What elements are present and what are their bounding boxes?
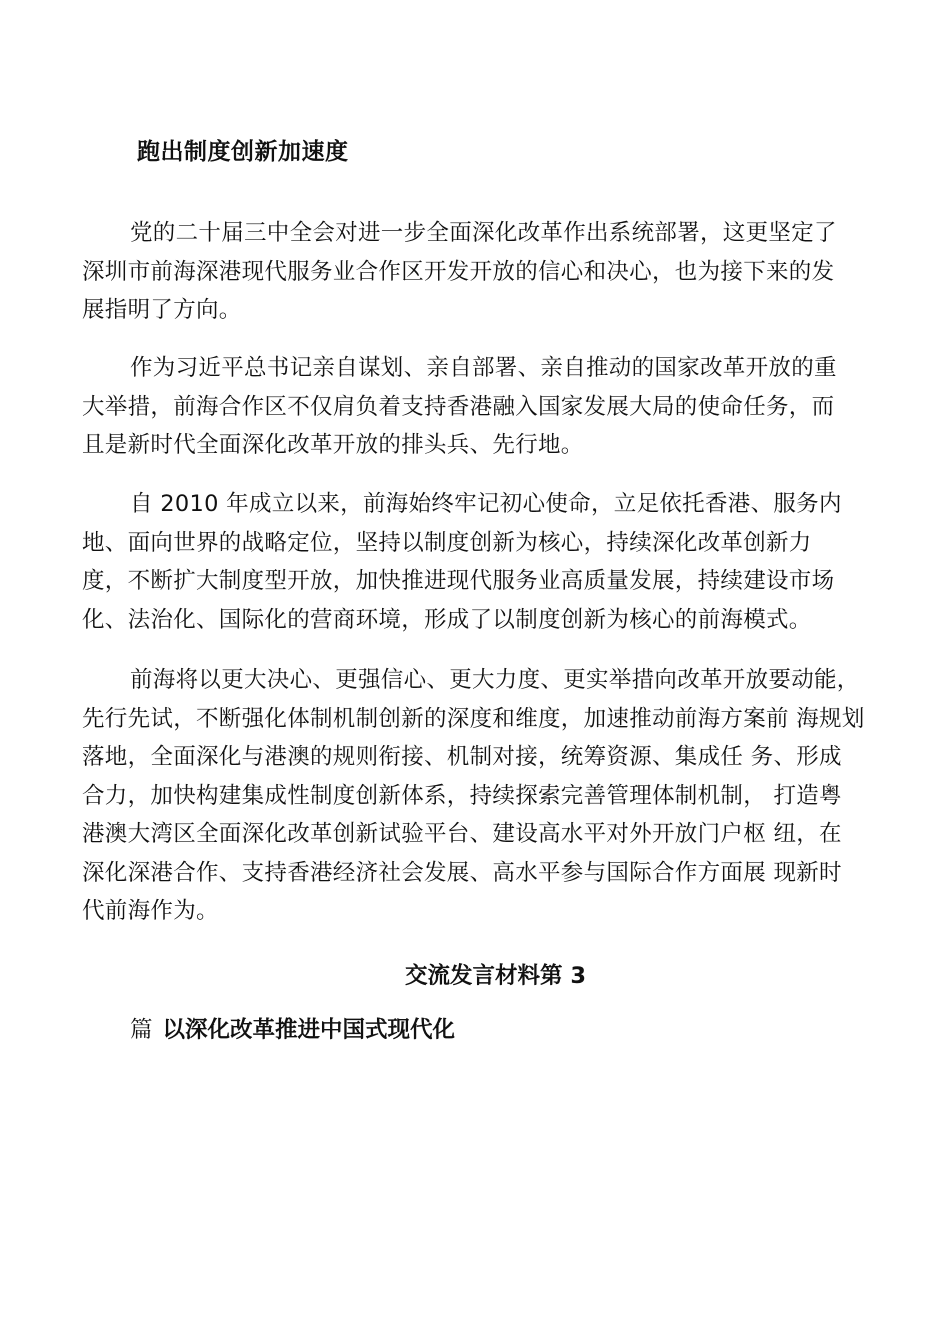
subtitle-heading-continued (130, 1014, 455, 1046)
paragraph-line: 深圳市前海深港现代服务业合作区开发开放的信心和决心，也为接下来的发 (82, 258, 835, 285)
paragraph-line: 落地，全面深化与港澳的规则衔接、机制对接，统筹资源、集成任 务、形成 (82, 744, 842, 770)
paragraph-line: 自 2010 年成立以来，前海始终牢记初心使命，立足依托香港、服务内 (130, 491, 842, 517)
paragraph-line: 作为习近平总书记亲自谋划、亲自部署、亲自推动的国家改革开放的重 (130, 355, 837, 381)
paragraph-line: 深化深港合作、支持香港经济社会发展、高水平参与国际合作方面展 现新时 (82, 859, 842, 886)
paragraph-3 (82, 485, 897, 639)
section-heading: 跑出制度创新加速度 (137, 139, 349, 165)
paragraph-line: 港澳大湾区全面深化改革创新试验平台、建设高水平对外开放门户枢 纽，在 (82, 821, 842, 847)
paragraph-4 (82, 661, 897, 931)
paragraph-line: 度，不断扩大制度型开放，加快推进现代服务业高质量发展，持续建设市场 (82, 568, 835, 594)
paragraph-line: 展指明了方向。 (82, 297, 242, 323)
paragraph-line: 合力，加快构建集成性制度创新体系，持续探索完善管理体制机制， 打造粤 (82, 782, 842, 809)
paragraph-line: 代前海作为。 (82, 898, 219, 924)
paragraph-line: 化、法治化、国际化的营商环境，形成了以制度创新为核心的前海模式。 (82, 606, 812, 633)
paragraph-line: 党的二十届三中全会对进一步全面深化改革作出系统部署，这更坚定了 (130, 220, 837, 246)
paragraph-line: 大举措，前海合作区不仅肩负着支持香港融入国家发展大局的使命任务，而 (82, 393, 835, 420)
paragraph-line: 前海将以更大决心、更强信心、更大力度、更实举措向改革开放要动能， (130, 667, 860, 693)
subtitle-lead: 篇 (130, 1017, 153, 1043)
subtitle-main: 以深化改革推进中国式现代化 (162, 1017, 456, 1043)
paragraph-2 (82, 349, 897, 465)
paragraph-1 (82, 214, 897, 330)
paragraph-line: 且是新时代全面深化改革开放的排头兵、先行地。 (82, 432, 584, 458)
subtitle-heading: 交流发言材料第 3 (405, 963, 586, 989)
paragraph-line: 地、面向世界的战略定位，坚持以制度创新为核心，持续深化改革创新力 (82, 529, 812, 556)
paragraph-line: 先行先试，不断强化体制机制创新的深度和维度，加速推动前海方案前 海规划 (82, 705, 865, 732)
